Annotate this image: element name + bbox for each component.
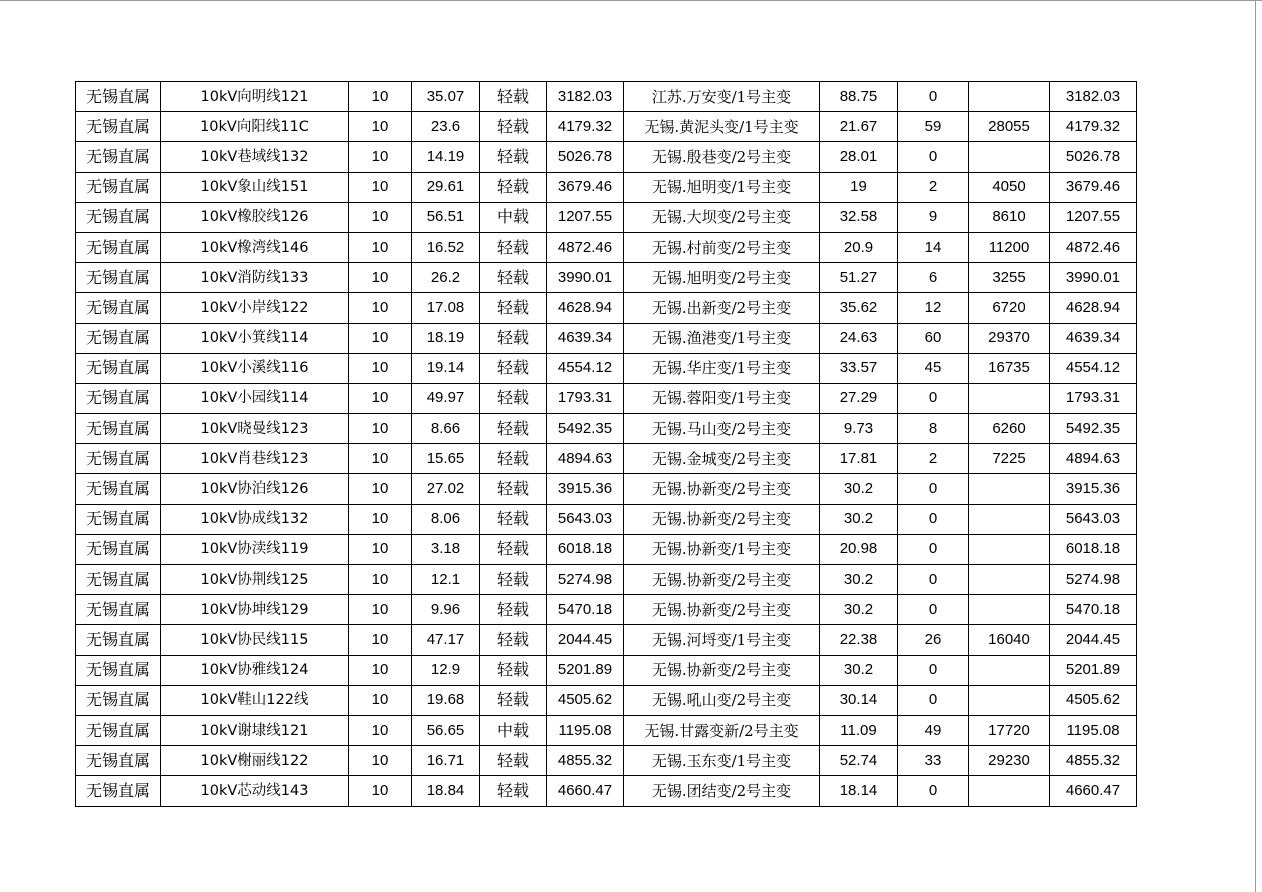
- line-name-cell: 10kV消防线133: [161, 263, 349, 293]
- load-rate-cell: 56.65: [412, 715, 480, 745]
- line-name-cell: 10kV小园线114: [161, 383, 349, 413]
- table-row: [76, 444, 1137, 474]
- available-cell: 1207.55: [1050, 202, 1137, 232]
- load-rate-cell: 18.84: [412, 776, 480, 806]
- load-status-cell: 轻载: [480, 746, 547, 776]
- load-rate-cell: 29.61: [412, 172, 480, 202]
- load-status-cell: 轻载: [480, 383, 547, 413]
- unit-cell: 无锡直属: [76, 565, 161, 595]
- amount-cell: [969, 685, 1050, 715]
- amount-cell: 6260: [969, 414, 1050, 444]
- available-cell: 2044.45: [1050, 625, 1137, 655]
- count-cell: 0: [898, 685, 969, 715]
- load-rate-cell: 16.52: [412, 232, 480, 262]
- load-status-cell: 轻载: [480, 142, 547, 172]
- voltage-cell: 10: [349, 232, 412, 262]
- voltage-cell: 10: [349, 353, 412, 383]
- available-cell: 4855.32: [1050, 746, 1137, 776]
- voltage-cell: 10: [349, 414, 412, 444]
- available-cell: 5201.89: [1050, 655, 1137, 685]
- table-row: [76, 263, 1137, 293]
- voltage-cell: 10: [349, 293, 412, 323]
- load-status-cell: 轻载: [480, 232, 547, 262]
- transformer-load-cell: 30.14: [820, 685, 898, 715]
- available-cell: 4505.62: [1050, 685, 1137, 715]
- transformer-cell: 无锡.大坝变/2号主变: [624, 202, 820, 232]
- load-rate-cell: 12.9: [412, 655, 480, 685]
- available-cell: 3915.36: [1050, 474, 1137, 504]
- load-rate-cell: 17.08: [412, 293, 480, 323]
- capacity-cell: 3679.46: [547, 172, 624, 202]
- available-cell: 5274.98: [1050, 565, 1137, 595]
- count-cell: 49: [898, 715, 969, 745]
- unit-cell: 无锡直属: [76, 474, 161, 504]
- line-name-cell: 10kV橡湾线146: [161, 232, 349, 262]
- capacity-cell: 5470.18: [547, 595, 624, 625]
- count-cell: 6: [898, 263, 969, 293]
- load-rate-cell: 26.2: [412, 263, 480, 293]
- transformer-load-cell: 52.74: [820, 746, 898, 776]
- load-rate-cell: 47.17: [412, 625, 480, 655]
- unit-cell: 无锡直属: [76, 263, 161, 293]
- transformer-load-cell: 9.73: [820, 414, 898, 444]
- table-row: [76, 82, 1137, 112]
- line-name-cell: 10kV小岸线122: [161, 293, 349, 323]
- unit-cell: 无锡直属: [76, 534, 161, 564]
- unit-cell: 无锡直属: [76, 746, 161, 776]
- transformer-cell: 无锡.金城变/2号主变: [624, 444, 820, 474]
- transformer-cell: 无锡.渔港变/1号主变: [624, 323, 820, 353]
- load-status-cell: 轻载: [480, 655, 547, 685]
- table-row: [76, 172, 1137, 202]
- load-status-cell: 中载: [480, 202, 547, 232]
- voltage-cell: 10: [349, 776, 412, 806]
- load-rate-cell: 19.14: [412, 353, 480, 383]
- count-cell: 0: [898, 383, 969, 413]
- amount-cell: 7225: [969, 444, 1050, 474]
- amount-cell: [969, 474, 1050, 504]
- amount-cell: 11200: [969, 232, 1050, 262]
- amount-cell: [969, 82, 1050, 112]
- transformer-load-cell: 27.29: [820, 383, 898, 413]
- page-right-border: [1255, 0, 1256, 892]
- available-cell: 3679.46: [1050, 172, 1137, 202]
- load-status-cell: 轻载: [480, 353, 547, 383]
- unit-cell: 无锡直属: [76, 172, 161, 202]
- voltage-cell: 10: [349, 685, 412, 715]
- transformer-cell: 无锡.蓉阳变/1号主变: [624, 383, 820, 413]
- transformer-cell: 无锡.旭明变/2号主变: [624, 263, 820, 293]
- voltage-cell: 10: [349, 202, 412, 232]
- table-row: [76, 474, 1137, 504]
- unit-cell: 无锡直属: [76, 685, 161, 715]
- transformer-cell: 无锡.玉东变/1号主变: [624, 746, 820, 776]
- capacity-cell: 5026.78: [547, 142, 624, 172]
- available-cell: 4872.46: [1050, 232, 1137, 262]
- available-cell: 3182.03: [1050, 82, 1137, 112]
- load-status-cell: 轻载: [480, 565, 547, 595]
- line-name-cell: 10kV协荆线125: [161, 565, 349, 595]
- table-row: [76, 534, 1137, 564]
- voltage-cell: 10: [349, 323, 412, 353]
- line-name-cell: 10kV协民线115: [161, 625, 349, 655]
- load-status-cell: 轻载: [480, 263, 547, 293]
- table-row: [76, 142, 1137, 172]
- count-cell: 60: [898, 323, 969, 353]
- count-cell: 14: [898, 232, 969, 262]
- unit-cell: 无锡直属: [76, 715, 161, 745]
- transformer-cell: 无锡.协新变/1号主变: [624, 534, 820, 564]
- voltage-cell: 10: [349, 534, 412, 564]
- capacity-cell: 5274.98: [547, 565, 624, 595]
- transformer-load-cell: 30.2: [820, 565, 898, 595]
- capacity-cell: 6018.18: [547, 534, 624, 564]
- capacity-cell: 3990.01: [547, 263, 624, 293]
- unit-cell: 无锡直属: [76, 444, 161, 474]
- load-rate-cell: 49.97: [412, 383, 480, 413]
- transformer-load-cell: 30.2: [820, 504, 898, 534]
- unit-cell: 无锡直属: [76, 655, 161, 685]
- amount-cell: 29370: [969, 323, 1050, 353]
- count-cell: 0: [898, 534, 969, 564]
- amount-cell: [969, 595, 1050, 625]
- available-cell: 6018.18: [1050, 534, 1137, 564]
- voltage-cell: 10: [349, 383, 412, 413]
- available-cell: 5470.18: [1050, 595, 1137, 625]
- table-row: [76, 383, 1137, 413]
- table-row: [76, 504, 1137, 534]
- load-rate-cell: 19.68: [412, 685, 480, 715]
- transformer-load-cell: 24.63: [820, 323, 898, 353]
- count-cell: 33: [898, 746, 969, 776]
- line-name-cell: 10kV协成线132: [161, 504, 349, 534]
- load-status-cell: 轻载: [480, 293, 547, 323]
- load-status-cell: 轻载: [480, 595, 547, 625]
- capacity-cell: 4872.46: [547, 232, 624, 262]
- load-rate-cell: 14.19: [412, 142, 480, 172]
- transformer-load-cell: 28.01: [820, 142, 898, 172]
- capacity-cell: 4639.34: [547, 323, 624, 353]
- line-name-cell: 10kV榭丽线122: [161, 746, 349, 776]
- capacity-cell: 5492.35: [547, 414, 624, 444]
- line-name-cell: 10kV谢埭线121: [161, 715, 349, 745]
- voltage-cell: 10: [349, 263, 412, 293]
- amount-cell: 6720: [969, 293, 1050, 323]
- unit-cell: 无锡直属: [76, 504, 161, 534]
- count-cell: 45: [898, 353, 969, 383]
- amount-cell: [969, 565, 1050, 595]
- transformer-cell: 无锡.甘露变新/2号主变: [624, 715, 820, 745]
- line-name-cell: 10kV肖巷线123: [161, 444, 349, 474]
- amount-cell: 29230: [969, 746, 1050, 776]
- table-row: [76, 685, 1137, 715]
- unit-cell: 无锡直属: [76, 776, 161, 806]
- table-row: [76, 353, 1137, 383]
- capacity-cell: 1195.08: [547, 715, 624, 745]
- available-cell: 5026.78: [1050, 142, 1137, 172]
- line-name-cell: 10kV巷域线132: [161, 142, 349, 172]
- transformer-cell: 无锡.团结变/2号主变: [624, 776, 820, 806]
- transformer-load-cell: 33.57: [820, 353, 898, 383]
- voltage-cell: 10: [349, 565, 412, 595]
- capacity-cell: 1793.31: [547, 383, 624, 413]
- load-status-cell: 轻载: [480, 172, 547, 202]
- voltage-cell: 10: [349, 595, 412, 625]
- transformer-cell: 无锡.协新变/2号主变: [624, 504, 820, 534]
- transformer-load-cell: 30.2: [820, 655, 898, 685]
- table-row: [76, 112, 1137, 142]
- transformer-cell: 江苏.万安变/1号主变: [624, 82, 820, 112]
- count-cell: 0: [898, 776, 969, 806]
- table-row: [76, 715, 1137, 745]
- line-name-cell: 10kV小溪线116: [161, 353, 349, 383]
- voltage-cell: 10: [349, 172, 412, 202]
- unit-cell: 无锡直属: [76, 232, 161, 262]
- load-status-cell: 轻载: [480, 625, 547, 655]
- transformer-cell: 无锡.华庄变/1号主变: [624, 353, 820, 383]
- transformer-cell: 无锡.黄泥头变/1号主变: [624, 112, 820, 142]
- amount-cell: 28055: [969, 112, 1050, 142]
- count-cell: 59: [898, 112, 969, 142]
- amount-cell: [969, 655, 1050, 685]
- capacity-cell: 1207.55: [547, 202, 624, 232]
- count-cell: 2: [898, 172, 969, 202]
- amount-cell: [969, 142, 1050, 172]
- transformer-cell: 无锡.出新变/2号主变: [624, 293, 820, 323]
- transformer-load-cell: 30.2: [820, 595, 898, 625]
- capacity-cell: 5201.89: [547, 655, 624, 685]
- voltage-cell: 10: [349, 625, 412, 655]
- table-row: [76, 414, 1137, 444]
- count-cell: 12: [898, 293, 969, 323]
- voltage-cell: 10: [349, 82, 412, 112]
- count-cell: 0: [898, 655, 969, 685]
- unit-cell: 无锡直属: [76, 625, 161, 655]
- transformer-load-cell: 51.27: [820, 263, 898, 293]
- transformer-cell: 无锡.马山变/2号主变: [624, 414, 820, 444]
- amount-cell: [969, 383, 1050, 413]
- unit-cell: 无锡直属: [76, 383, 161, 413]
- load-rate-cell: 15.65: [412, 444, 480, 474]
- unit-cell: 无锡直属: [76, 293, 161, 323]
- line-name-cell: 10kV协泊线126: [161, 474, 349, 504]
- line-name-cell: 10kV向阳线11C: [161, 112, 349, 142]
- available-cell: 4554.12: [1050, 353, 1137, 383]
- available-cell: 4628.94: [1050, 293, 1137, 323]
- transformer-load-cell: 11.09: [820, 715, 898, 745]
- load-rate-cell: 9.96: [412, 595, 480, 625]
- unit-cell: 无锡直属: [76, 112, 161, 142]
- count-cell: 0: [898, 474, 969, 504]
- transformer-load-cell: 19: [820, 172, 898, 202]
- capacity-cell: 2044.45: [547, 625, 624, 655]
- load-status-cell: 轻载: [480, 323, 547, 353]
- count-cell: 9: [898, 202, 969, 232]
- table-row: [76, 655, 1137, 685]
- count-cell: 0: [898, 595, 969, 625]
- amount-cell: [969, 534, 1050, 564]
- count-cell: 0: [898, 565, 969, 595]
- count-cell: 0: [898, 82, 969, 112]
- unit-cell: 无锡直属: [76, 82, 161, 112]
- transformer-cell: 无锡.村前变/2号主变: [624, 232, 820, 262]
- load-status-cell: 轻载: [480, 685, 547, 715]
- transformer-load-cell: 30.2: [820, 474, 898, 504]
- line-name-cell: 10kV芯动线143: [161, 776, 349, 806]
- available-cell: 4639.34: [1050, 323, 1137, 353]
- load-status-cell: 轻载: [480, 414, 547, 444]
- voltage-cell: 10: [349, 504, 412, 534]
- amount-cell: 16735: [969, 353, 1050, 383]
- load-rate-cell: 12.1: [412, 565, 480, 595]
- unit-cell: 无锡直属: [76, 142, 161, 172]
- amount-cell: 16040: [969, 625, 1050, 655]
- table-body: [76, 82, 1137, 807]
- amount-cell: 4050: [969, 172, 1050, 202]
- load-rate-cell: 23.6: [412, 112, 480, 142]
- line-name-cell: 10kV鞋山122线: [161, 685, 349, 715]
- table-row: [76, 746, 1137, 776]
- capacity-cell: 3915.36: [547, 474, 624, 504]
- transformer-load-cell: 20.98: [820, 534, 898, 564]
- transformer-load-cell: 18.14: [820, 776, 898, 806]
- amount-cell: 17720: [969, 715, 1050, 745]
- load-rate-cell: 18.19: [412, 323, 480, 353]
- voltage-cell: 10: [349, 142, 412, 172]
- transformer-load-cell: 17.81: [820, 444, 898, 474]
- capacity-cell: 3182.03: [547, 82, 624, 112]
- available-cell: 4179.32: [1050, 112, 1137, 142]
- amount-cell: 8610: [969, 202, 1050, 232]
- transformer-load-cell: 20.9: [820, 232, 898, 262]
- load-rate-cell: 27.02: [412, 474, 480, 504]
- transformer-cell: 无锡.吼山变/2号主变: [624, 685, 820, 715]
- load-status-cell: 轻载: [480, 534, 547, 564]
- capacity-cell: 4660.47: [547, 776, 624, 806]
- voltage-cell: 10: [349, 112, 412, 142]
- table-row: [76, 202, 1137, 232]
- amount-cell: [969, 504, 1050, 534]
- feeder-load-table: [75, 81, 1137, 807]
- amount-cell: [969, 776, 1050, 806]
- page-top-border: [0, 0, 1262, 1]
- table-row: [76, 595, 1137, 625]
- line-name-cell: 10kV晓曼线123: [161, 414, 349, 444]
- transformer-cell: 无锡.殷巷变/2号主变: [624, 142, 820, 172]
- load-status-cell: 轻载: [480, 776, 547, 806]
- voltage-cell: 10: [349, 746, 412, 776]
- available-cell: 1793.31: [1050, 383, 1137, 413]
- load-status-cell: 轻载: [480, 474, 547, 504]
- available-cell: 5643.03: [1050, 504, 1137, 534]
- transformer-cell: 无锡.协新变/2号主变: [624, 655, 820, 685]
- load-rate-cell: 56.51: [412, 202, 480, 232]
- load-rate-cell: 3.18: [412, 534, 480, 564]
- table-row: [76, 565, 1137, 595]
- table-row: [76, 776, 1137, 806]
- table-row: [76, 293, 1137, 323]
- unit-cell: 无锡直属: [76, 202, 161, 232]
- available-cell: 4660.47: [1050, 776, 1137, 806]
- capacity-cell: 4894.63: [547, 444, 624, 474]
- voltage-cell: 10: [349, 474, 412, 504]
- capacity-cell: 4179.32: [547, 112, 624, 142]
- capacity-cell: 4628.94: [547, 293, 624, 323]
- count-cell: 0: [898, 504, 969, 534]
- capacity-cell: 5643.03: [547, 504, 624, 534]
- transformer-cell: 无锡.协新变/2号主变: [624, 595, 820, 625]
- transformer-load-cell: 35.62: [820, 293, 898, 323]
- load-status-cell: 轻载: [480, 444, 547, 474]
- line-name-cell: 10kV象山线151: [161, 172, 349, 202]
- load-status-cell: 轻载: [480, 504, 547, 534]
- transformer-cell: 无锡.河埒变/1号主变: [624, 625, 820, 655]
- table-row: [76, 625, 1137, 655]
- line-name-cell: 10kV橡胶线126: [161, 202, 349, 232]
- capacity-cell: 4554.12: [547, 353, 624, 383]
- line-name-cell: 10kV向明线121: [161, 82, 349, 112]
- load-rate-cell: 8.66: [412, 414, 480, 444]
- unit-cell: 无锡直属: [76, 414, 161, 444]
- amount-cell: 3255: [969, 263, 1050, 293]
- transformer-cell: 无锡.协新变/2号主变: [624, 474, 820, 504]
- transformer-load-cell: 21.67: [820, 112, 898, 142]
- line-name-cell: 10kV协渎线119: [161, 534, 349, 564]
- line-name-cell: 10kV协坤线129: [161, 595, 349, 625]
- table-row: [76, 232, 1137, 262]
- capacity-cell: 4855.32: [547, 746, 624, 776]
- count-cell: 2: [898, 444, 969, 474]
- unit-cell: 无锡直属: [76, 323, 161, 353]
- unit-cell: 无锡直属: [76, 595, 161, 625]
- available-cell: 4894.63: [1050, 444, 1137, 474]
- voltage-cell: 10: [349, 444, 412, 474]
- voltage-cell: 10: [349, 655, 412, 685]
- transformer-cell: 无锡.协新变/2号主变: [624, 565, 820, 595]
- unit-cell: 无锡直属: [76, 353, 161, 383]
- line-name-cell: 10kV小箕线114: [161, 323, 349, 353]
- available-cell: 3990.01: [1050, 263, 1137, 293]
- available-cell: 1195.08: [1050, 715, 1137, 745]
- count-cell: 26: [898, 625, 969, 655]
- transformer-load-cell: 22.38: [820, 625, 898, 655]
- count-cell: 0: [898, 142, 969, 172]
- load-rate-cell: 35.07: [412, 82, 480, 112]
- capacity-cell: 4505.62: [547, 685, 624, 715]
- load-rate-cell: 16.71: [412, 746, 480, 776]
- voltage-cell: 10: [349, 715, 412, 745]
- load-status-cell: 轻载: [480, 112, 547, 142]
- available-cell: 5492.35: [1050, 414, 1137, 444]
- transformer-load-cell: 32.58: [820, 202, 898, 232]
- transformer-load-cell: 88.75: [820, 82, 898, 112]
- load-rate-cell: 8.06: [412, 504, 480, 534]
- line-name-cell: 10kV协雅线124: [161, 655, 349, 685]
- transformer-cell: 无锡.旭明变/1号主变: [624, 172, 820, 202]
- load-status-cell: 中载: [480, 715, 547, 745]
- table-row: [76, 323, 1137, 353]
- count-cell: 8: [898, 414, 969, 444]
- load-status-cell: 轻载: [480, 82, 547, 112]
